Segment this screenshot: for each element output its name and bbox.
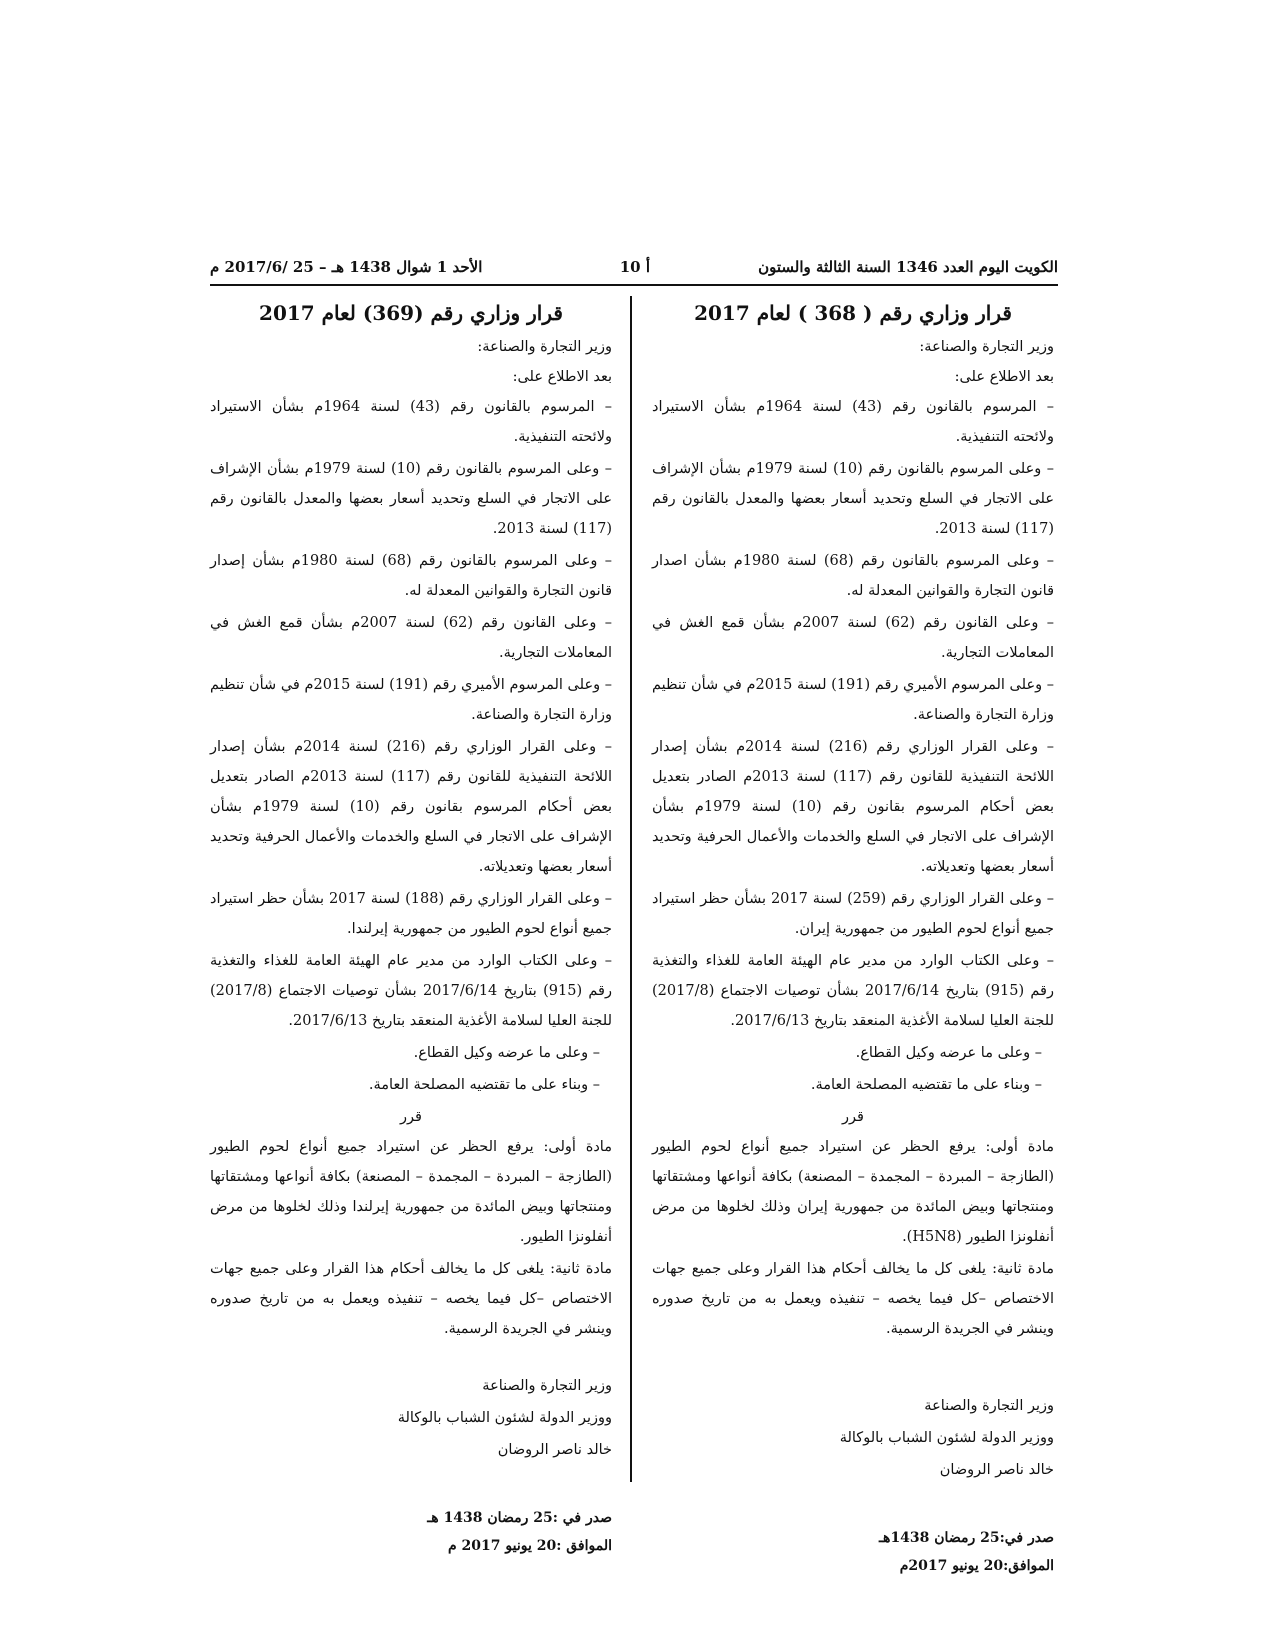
decree-369-item: – المرسوم بالقانون رقم (43) لسنة 1964م بشأن الاستيراد ولائحته التنفيذية. — [210, 399, 612, 445]
decree-368-signature — [652, 1370, 1054, 1486]
decree-368-corresponding-date: الموافق:20 يونيو 2017م — [899, 1558, 1054, 1574]
column-divider — [630, 296, 632, 1482]
decree-368-article-2: مادة ثانية: يلغى كل ما يخالف أحكام هذا القرار وعلى جميع جهات الاختصاص –كل فيما يخصه – تنفيذه ويعمل به من تاريخ صدوره وينشر في الجريدة الرسمية. — [652, 1261, 1054, 1337]
decree-369-issued-block — [210, 1504, 612, 1560]
decree-369-item-public: – وبناء على ما تقتضيه المصلحة العامة. — [368, 1077, 600, 1093]
decree-368-column — [652, 296, 1054, 1580]
header-page-number: أ 10 — [619, 258, 650, 276]
page-header — [210, 258, 1058, 284]
decree-369-corresponding-date: الموافق :20 يونيو 2017 م — [447, 1538, 612, 1554]
decree-369-decided: قرر — [400, 1109, 422, 1125]
decree-368-article-1: مادة أولى: يرفع الحظر عن استيراد جميع أنواع لحوم الطيور (الطازجة – المبردة – المجمدة – المصنعة) بكافة أنواعها ومشتقاتها ومنتجاتها وبيض المائدة من جمهورية إيران وذلك لخلوها من مرض أنفلونزا الطيور (H5N8). — [652, 1139, 1054, 1245]
decree-368-signer-title: وزير التجارة والصناعة — [924, 1398, 1054, 1414]
decree-369-after-review: بعد الاطلاع على: — [512, 369, 612, 385]
decree-369-item: – وعلى القرار الوزاري رقم (216) لسنة 2014م بشأن إصدار اللائحة التنفيذية للقانون رقم (117) لسنة 2013م الصادر بتعديل بعض أحكام المرسوم بقانون رقم (10) لسنة 1979م بشأن الإشراف على الاتجار في السلع والخدمات والأعمال الحرفية وتحديد أسعار بعضها وتعديلاته. — [210, 739, 612, 875]
decree-368-item: – وعلى القرار الوزاري رقم (259) لسنة 2017 بشأن حظر استيراد جميع أنواع لحوم الطيور من جمهورية إيران. — [652, 891, 1054, 937]
decree-368-title: قرار وزاري رقم ( 368 ) لعام 2017 — [694, 301, 1012, 325]
decree-368-minister: وزير التجارة والصناعة: — [919, 339, 1054, 355]
decree-369-signer-name: خالد ناصر الروضان — [497, 1442, 612, 1458]
decree-368-item: – المرسوم بالقانون رقم (43) لسنة 1964م بشأن الاستيراد ولائحته التنفيذية. — [652, 399, 1054, 445]
decree-368-item: – وعلى المرسوم بالقانون رقم (68) لسنة 1980م بشأن اصدار قانون التجارة والقوانين المعدلة له. — [652, 553, 1055, 599]
decree-369-article-2: مادة ثانية: يلغى كل ما يخالف أحكام هذا القرار وعلى جميع جهات الاختصاص –كل فيما يخصه – تنفيذه ويعمل به من تاريخ صدوره وينشر في الجريدة الرسمية. — [210, 1261, 612, 1337]
header-issue-info: الكويت اليوم العدد 1346 السنة الثالثة والستون — [758, 258, 1058, 276]
decree-368-after-review: بعد الاطلاع على: — [954, 369, 1054, 385]
decree-368-item: – وعلى الكتاب الوارد من مدير عام الهيئة العامة للغذاء والتغذية رقم (915) بتاريخ 2017/6/14 بشأن توصيات الاجتماع (2017/8) للجنة العليا لسلامة الأغذية المنعقد بتاريخ 2017/6/13. — [652, 953, 1054, 1029]
decree-369-issued-date: صدر في :25 رمضان 1438 هـ — [427, 1510, 612, 1526]
decree-368-item: – وعلى القرار الوزاري رقم (216) لسنة 2014م بشأن إصدار اللائحة التنفيذية للقانون رقم (117) لسنة 2013م الصادر بتعديل بعض أحكام المرسوم بقانون رقم (10) لسنة 1979م بشأن الإشراف على الاتجار في السلع والخدمات والأعمال الحرفية وتحديد أسعار بعضها وتعديلاته. — [652, 739, 1054, 875]
decree-368-item-public: – وبناء على ما تقتضيه المصلحة العامة. — [810, 1077, 1042, 1093]
decree-369-signer-title: وزير التجارة والصناعة — [482, 1378, 612, 1394]
decree-369-item: – وعلى المرسوم بالقانون رقم (10) لسنة 1979م بشأن الإشراف على الاتجار في السلع وتحديد أسعار بعضها والمعدل بالقانون رقم (117) لسنة 2013. — [210, 461, 612, 537]
decree-369-article-1: مادة أولى: يرفع الحظر عن استيراد جميع أنواع لحوم الطيور (الطازجة – المبردة – المجمدة – المصنعة) بكافة أنواعها ومشتقاتها ومنتجاتها وبيض المائدة من جمهورية إيرلندا وذلك لخلوها من مرض أنفلونزا الطيور. — [210, 1139, 612, 1245]
decree-368-signer-name: خالد ناصر الروضان — [939, 1462, 1054, 1478]
decree-369-column — [210, 296, 612, 1560]
decree-368-item: – وعلى المرسوم الأميري رقم (191) لسنة 2015م في شأن تنظيم وزارة التجارة والصناعة. — [652, 677, 1054, 723]
decree-369-item: – وعلى القرار الوزاري رقم (188) لسنة 2017 بشأن حظر استيراد جميع أنواع لحوم الطيور من جمهورية إيرلندا. — [210, 891, 612, 937]
decree-369-title: قرار وزاري رقم (369) لعام 2017 — [259, 301, 563, 325]
header-date: الأحد 1 شوال 1438 هـ – 25 /2017/6 م — [210, 258, 483, 276]
decree-368-item: – وعلى القانون رقم (62) لسنة 2007م بشأن قمع الغش في المعاملات التجارية. — [652, 615, 1054, 661]
decree-369-item: – وعلى المرسوم بالقانون رقم (68) لسنة 1980م بشأن إصدار قانون التجارة والقوانين المعدلة له. — [210, 553, 613, 599]
decree-369-item: – وعلى الكتاب الوارد من مدير عام الهيئة العامة للغذاء والتغذية رقم (915) بتاريخ 2017/6/14 بشأن توصيات الاجتماع (2017/8) للجنة العليا لسلامة الأغذية المنعقد بتاريخ 2017/6/13. — [210, 953, 612, 1029]
decree-368-item: – وعلى المرسوم بالقانون رقم (10) لسنة 1979م بشأن الإشراف على الاتجار في السلع وتحديد أسعار بعضها والمعدل بالقانون رقم (117) لسنة 2013. — [652, 461, 1054, 537]
decree-369-signer-title-2: ووزير الدولة لشئون الشباب بالوكالة — [397, 1410, 612, 1426]
header-rule — [210, 284, 1058, 286]
decree-369-item-agent: – وعلى ما عرضه وكيل القطاع. — [413, 1045, 600, 1061]
decree-368-issued-date: صدر في:25 رمضان 1438هـ — [878, 1530, 1054, 1546]
decree-369-item: – وعلى المرسوم الأميري رقم (191) لسنة 2015م في شأن تنظيم وزارة التجارة والصناعة. — [210, 677, 612, 723]
decree-368-item-agent: – وعلى ما عرضه وكيل القطاع. — [855, 1045, 1042, 1061]
decree-368-signer-title-2: ووزير الدولة لشئون الشباب بالوكالة — [839, 1430, 1054, 1446]
decree-369-minister: وزير التجارة والصناعة: — [477, 339, 612, 355]
decree-369-item: – وعلى القانون رقم (62) لسنة 2007م بشأن قمع الغش في المعاملات التجارية. — [210, 615, 612, 661]
decree-368-issued-block — [652, 1524, 1054, 1580]
decree-368-decided: قرر — [842, 1109, 864, 1125]
decree-369-signature — [210, 1370, 612, 1466]
